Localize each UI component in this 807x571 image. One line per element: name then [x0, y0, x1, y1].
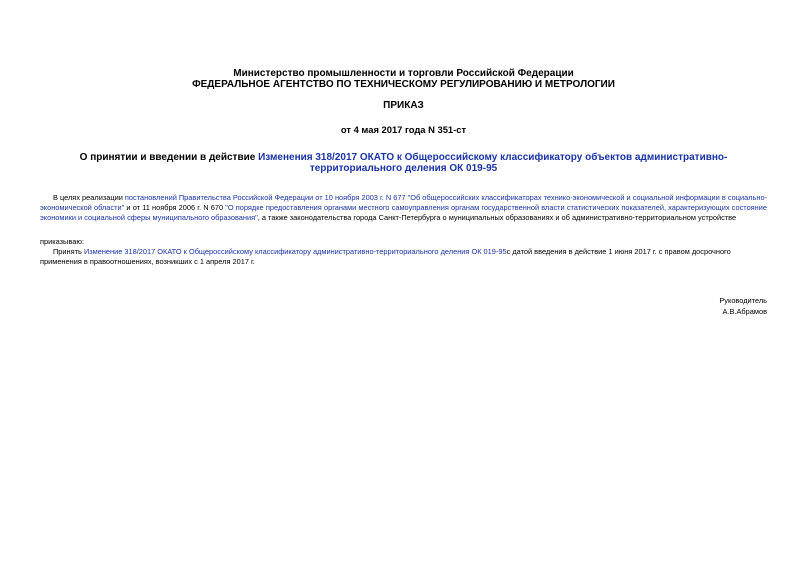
document-type: ПРИКАЗ	[383, 100, 424, 111]
order-paragraph	[40, 247, 767, 267]
order-link-change[interactable]: Изменение 318/2017 ОКАТО к Общероссийскому классификатору административно-территориального деления ОК 019-95	[83, 247, 507, 256]
preamble-paragraph	[40, 193, 767, 224]
signature-position: Руководитель	[719, 296, 767, 305]
preamble-link-procedure[interactable]: "О порядке предоставления органами местного самоуправления органам государственной власти статистических показателей, характеризующих состояние экономики и социальной сферы муниципального образования"	[40, 203, 767, 223]
order-text-2: с датой введения в действие 1 июня 2017 г. с правом досрочного применения в правоотношениях, возникших с 1 апреля 2017 г.	[40, 247, 731, 267]
order-word: приказываю:	[40, 237, 84, 246]
agency-heading: ФЕДЕРАЛЬНОЕ АГЕНТСТВО ПО ТЕХНИЧЕСКОМУ РЕГУЛИРОВАНИЮ И МЕТРОЛОГИИ	[192, 79, 615, 90]
document-date-number: от 4 мая 2017 года N 351-ст	[340, 124, 467, 135]
preamble-text-2: и от 11 ноября 2006 г. N 670	[124, 203, 226, 213]
preamble-text-1: В целях реализации	[53, 193, 125, 202]
ministry-heading: Министерство промышленности и торговли Российской Федерации	[233, 68, 574, 79]
title-link[interactable]: Изменения 318/2017 ОКАТО к Общероссийскому классификатору объектов административно-территориального деления ОК 019-95	[258, 152, 728, 174]
order-text-1: Принять	[53, 247, 84, 256]
document-title	[40, 152, 767, 174]
signature-name: А.В.Абрамов	[722, 307, 767, 316]
title-prefix: О принятии и введении в действие	[79, 152, 259, 163]
preamble-text-3: , а также законодательства города Санкт-Петербурга о муниципальных образованиях и об административно-территориальном устройстве	[257, 213, 737, 223]
preamble-link-resolutions[interactable]: постановлений Правительства Российской Федерации от 10 ноября 2003 г. N 677 "Об общероссийских классификаторах технико-экономической и социальной информации в социально-экономической области"	[40, 193, 768, 213]
